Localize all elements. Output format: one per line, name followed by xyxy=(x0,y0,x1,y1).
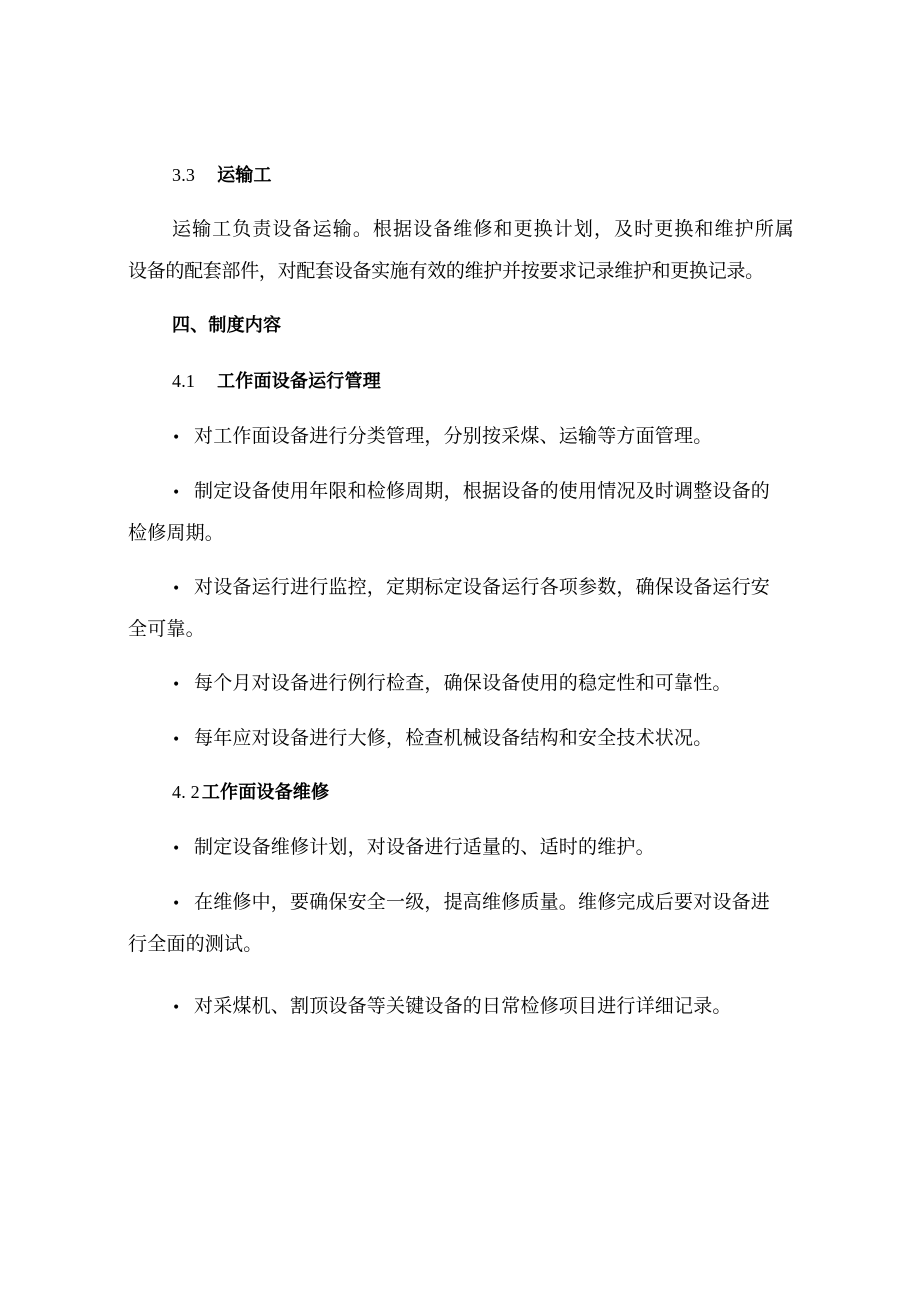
list-item xyxy=(172,994,732,1020)
section-heading-4-2 xyxy=(172,780,329,805)
bullet-icon: • xyxy=(172,732,181,748)
list-item xyxy=(172,575,770,601)
list-item xyxy=(172,479,770,505)
section-heading-4-1 xyxy=(172,369,381,394)
section-number: 4.1 xyxy=(172,371,196,391)
list-item xyxy=(172,424,712,450)
list-item-continuation: 检修周期。 xyxy=(128,522,225,544)
list-item-text: 对设备运行进行监控，定期标定设备运行各项参数，确保设备运行安 xyxy=(194,576,771,598)
list-item-text: 制定设备使用年限和检修周期，根据设备的使用情况及时调整设备的 xyxy=(194,480,771,502)
list-item xyxy=(172,890,770,916)
bullet-icon: • xyxy=(172,485,181,501)
bullet-icon: • xyxy=(172,896,181,912)
section-title: 工作面设备维修 xyxy=(201,782,330,803)
bullet-icon: • xyxy=(172,581,181,597)
bullet-icon: • xyxy=(172,430,181,446)
bullet-icon: • xyxy=(172,1000,181,1016)
list-item-text: 对工作面设备进行分类管理，分别按采煤、运输等方面管理。 xyxy=(194,425,713,447)
section-title: 运输工 xyxy=(217,165,272,186)
bullet-icon: • xyxy=(172,677,181,693)
list-item-text: 在维修中，要确保安全一级，提高维修质量。维修完成后要对设备进 xyxy=(194,891,771,913)
list-item-text: 制定设备维修计划，对设备进行适量的、适时的维护。 xyxy=(194,836,655,858)
paragraph-line: 设备的配套部件，对配套设备实施有效的维护并按要求记录维护和更换记录。 xyxy=(128,260,764,282)
list-item-continuation: 全可靠。 xyxy=(128,618,205,640)
section-heading-3-3 xyxy=(172,163,272,188)
section-number: 4. 2 xyxy=(172,782,200,802)
bullet-icon: • xyxy=(172,841,181,857)
section-title: 工作面设备运行管理 xyxy=(217,371,381,392)
list-item-text: 对采煤机、割顶设备等关键设备的日常检修项目进行详细记录。 xyxy=(194,995,732,1017)
list-item-text: 每个月对设备进行例行检查，确保设备使用的稳定性和可靠性。 xyxy=(194,672,732,694)
paragraph-line: 运输工负责设备运输。根据设备维修和更换计划，及时更换和维护所属 xyxy=(172,218,794,240)
section-number: 3.3 xyxy=(172,165,196,185)
list-item-text: 每年应对设备进行大修，检查机械设备结构和安全技术状况。 xyxy=(194,727,713,749)
chapter-heading: 四、制度内容 xyxy=(172,315,282,336)
list-item xyxy=(172,835,655,861)
list-item xyxy=(172,671,732,697)
list-item-continuation: 行全面的测试。 xyxy=(128,933,263,955)
list-item xyxy=(172,726,712,752)
